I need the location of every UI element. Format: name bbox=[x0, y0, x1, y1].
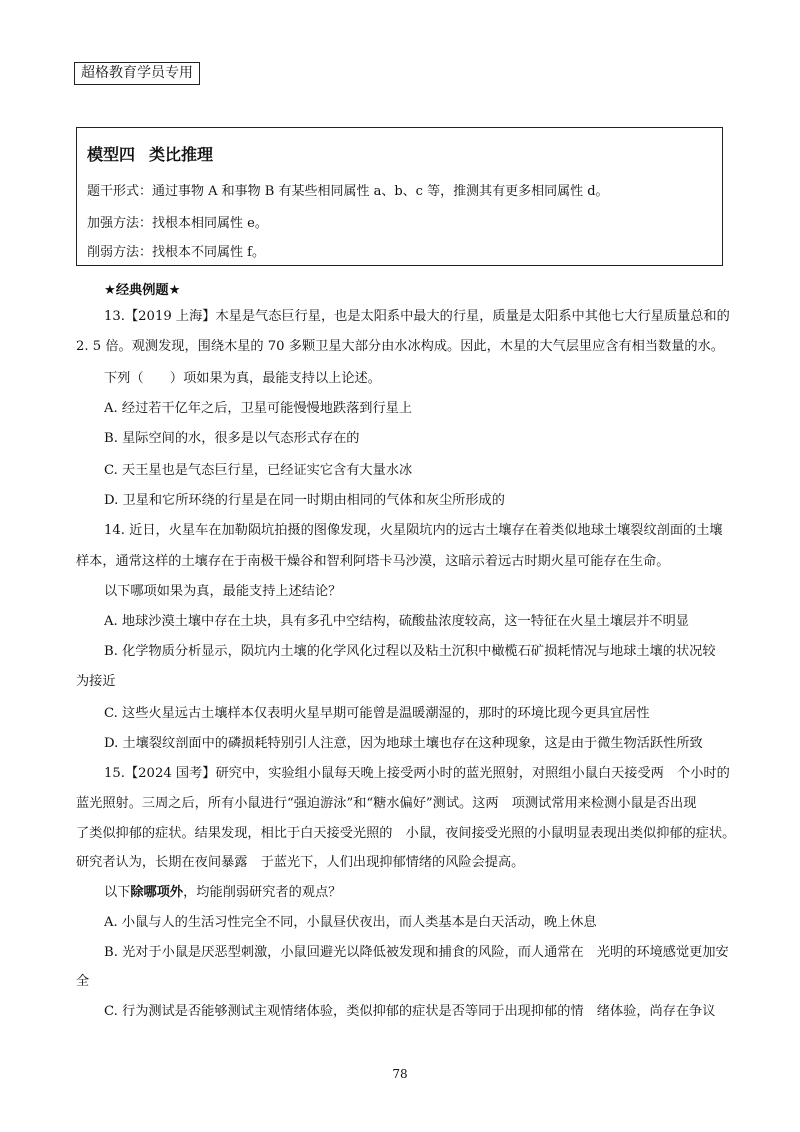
q15-question-post: ，均能削弱研究者的观点？ bbox=[183, 885, 342, 900]
model-box bbox=[76, 127, 723, 266]
q15-stem-line1: 15.【2024 国考】研究中，实验组小鼠每天晚上接受两小时的蓝光照射，对照组小鼠白天接受两 个小时的 bbox=[104, 766, 730, 781]
q15-stem-line2: 蓝光照射。三周之后，所有小鼠进行“强迫游泳”和“糖水偏好”测试。这两 项测试常用来检测小鼠是否出现 bbox=[76, 796, 697, 811]
q14-stem-line2: 样本，通常这样的土壤存在于南极干燥谷和智利阿塔卡马沙漠，这暗示着远古时期火星可能存在生命。 bbox=[76, 554, 670, 569]
q15-stem-line3: 了类似抑郁的症状。结果发现，相比于白天接受光照的 小鼠，夜间接受光照的小鼠明显表现出类似抑郁的症状。 bbox=[76, 826, 736, 841]
q15-option-a: A. 小鼠与人的生活习性完全不同，小鼠昼伏夜出，而人类基本是白天活动，晚上休息 bbox=[104, 915, 597, 930]
q15-question bbox=[104, 883, 341, 903]
q15-option-b-line2: 全 bbox=[76, 974, 90, 989]
q14-stem-line1: 14. 近日，火星车在加勒陨坑拍摄的图像发现，火星陨坑内的远古土壤存在着类似地球土壤裂纹剖面的土壤 bbox=[104, 523, 723, 538]
model-strengthen-line: 加强方法：找根本相同属性 e。 bbox=[87, 216, 268, 231]
q15-stem-line4: 研究者认为，长期在夜间暴露 于蓝光下，人们出现抑郁情绪的风险会提高。 bbox=[76, 855, 525, 870]
q13-option-b: B. 星际空间的水，很多是以气态形式存在的 bbox=[104, 431, 360, 446]
q15-question-pre: 以下 bbox=[104, 885, 131, 900]
q14-option-c: C. 这些火星远古土壤样本仅表明火星早期可能曾是温暖潮湿的，那时的环境比现今更具宜居性 bbox=[104, 706, 650, 721]
q14-option-a: A. 地球沙漠土壤中存在土块，具有多孔中空结构，硫酸盐浓度较高，这一特征在火星土壤层并不明显 bbox=[104, 614, 689, 629]
model-title-name: 类比推理 bbox=[149, 145, 214, 164]
section-label: ★经典例题★ bbox=[104, 283, 181, 298]
model-title-number: 模型四 bbox=[87, 145, 136, 164]
model-weaken-line: 削弱方法：找根本不同属性 f。 bbox=[87, 245, 265, 260]
q14-option-b-line2: 为接近 bbox=[76, 674, 116, 689]
q14-question: 以下哪项如果为真，最能支持上述结论？ bbox=[104, 584, 342, 599]
q13-option-a: A. 经过若干亿年之后，卫星可能慢慢地跌落到行星上 bbox=[104, 401, 413, 416]
q13-stem-line1: 13.【2019 上海】木星是气态巨行星，也是太阳系中最大的行星，质量是太阳系中其他七大行星质量总和的 bbox=[104, 309, 730, 324]
model-form-line: 题干形式：通过事物 A 和事物 B 有某些相同属性 a、b、c 等，推测其有更多相同属性 d。 bbox=[87, 184, 609, 199]
q15-option-b-line1: B. 光对于小鼠是厌恶型刺激，小鼠回避光以降低被发现和捕食的风险，而人通常在 光明的环境感觉更加安 bbox=[104, 945, 729, 960]
q15-option-c: C. 行为测试是否能够测试主观情绪体验，类似抑郁的症状是否等同于出现抑郁的情 绪体验，尚存在争议 bbox=[104, 1004, 716, 1019]
model-title bbox=[87, 142, 213, 165]
q14-option-d: D. 土壤裂纹剖面中的磷损耗特别引人注意，因为地球土壤也存在这种现象，这是由于微生物活跃性所致 bbox=[104, 736, 703, 751]
q13-question: 下列（ ）项如果为真，最能支持以上论述。 bbox=[104, 371, 381, 386]
q14-option-b-line1: B. 化学物质分析显示，陨坑内土壤的化学风化过程以及粘土沉积中橄榄石矿损耗情况与地球土壤的状况较 bbox=[104, 644, 716, 659]
q15-question-emphasis: 除哪项外 bbox=[130, 885, 184, 900]
watermark-tag: 超格教育学员专用 bbox=[74, 62, 200, 85]
q13-option-c: C. 天王星也是气态巨行星，已经证实它含有大量水冰 bbox=[104, 463, 413, 478]
page-number: 78 bbox=[392, 1067, 408, 1081]
q13-option-d: D. 卫星和它所环绕的行星是在同一时期由相同的气体和灰尘所形成的 bbox=[104, 493, 505, 508]
q13-stem-line2: 2. 5 倍。观测发现，围绕木星的 70 多颗卫星大部分由水冰构成。因此，木星的大气层里应含有相当数量的水。 bbox=[76, 339, 724, 354]
